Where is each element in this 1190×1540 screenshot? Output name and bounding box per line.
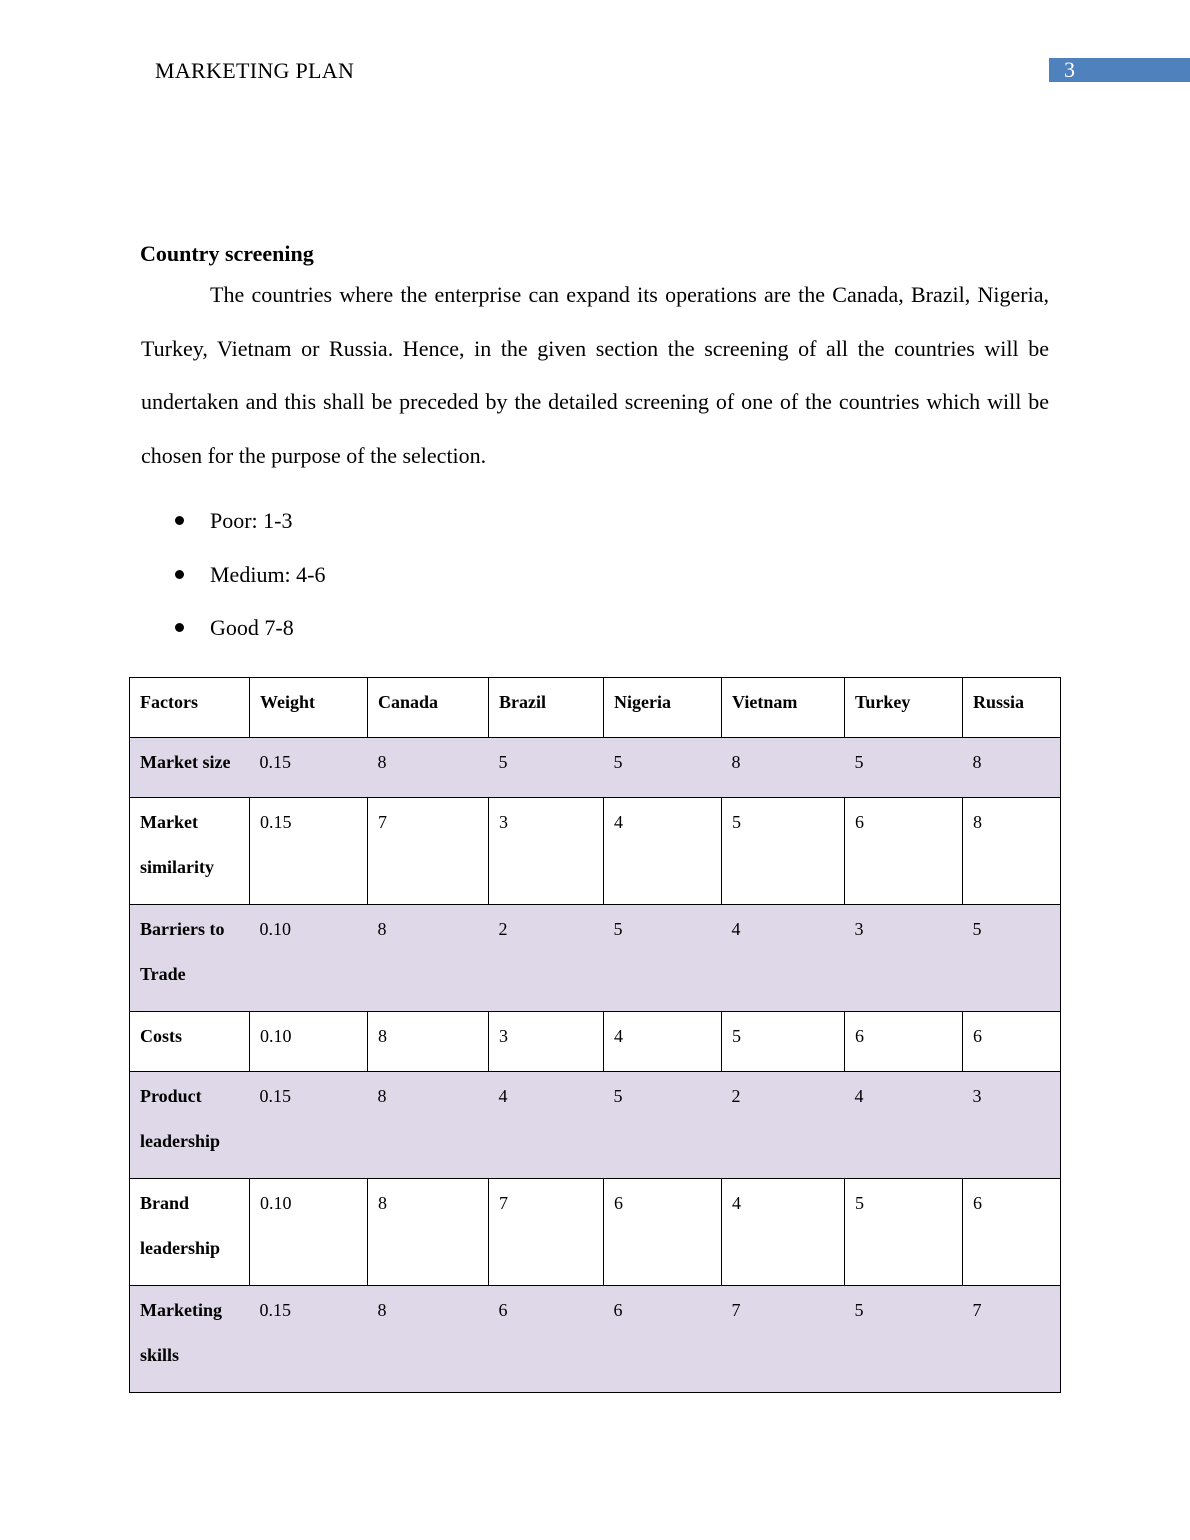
bullet-icon: [175, 516, 184, 525]
table-cell: 5: [845, 1179, 963, 1286]
table-row: [130, 905, 1061, 1012]
table-cell: 0.10: [250, 1179, 368, 1286]
table-row: [130, 738, 1061, 798]
list-item-text: Good 7-8: [210, 615, 294, 640]
table-cell: 3: [489, 798, 604, 905]
table-cell: 8: [368, 1012, 489, 1072]
table-cell: 5: [604, 1072, 722, 1179]
table-row: [130, 798, 1061, 905]
list-item-text: Medium: 4-6: [210, 561, 326, 587]
table-cell: 3: [489, 1012, 604, 1072]
factor-cell: Marketing skills: [130, 1286, 250, 1393]
table-cell: 8: [368, 1179, 489, 1286]
table-row: [130, 1072, 1061, 1179]
table-cell: 8: [368, 738, 489, 798]
table-cell: 8: [368, 1286, 489, 1393]
country-screening-table: [129, 677, 1061, 1393]
table-cell: 8: [722, 738, 845, 798]
factor-cell: Product leadership: [130, 1072, 250, 1179]
table-cell: 5: [845, 1286, 963, 1393]
table-cell: 0.10: [250, 1012, 368, 1072]
column-header: Brazil: [489, 678, 604, 738]
table-cell: 6: [604, 1286, 722, 1393]
table-cell: 7: [368, 798, 489, 905]
bullet-icon: [175, 570, 184, 579]
table-cell: 6: [963, 1179, 1061, 1286]
factor-cell: Costs: [130, 1012, 250, 1072]
factor-cell: Barriers to Trade: [130, 905, 250, 1012]
factor-cell: Market size: [130, 738, 250, 798]
table-cell: 4: [722, 1179, 845, 1286]
table-cell: 4: [489, 1072, 604, 1179]
table-cell: 6: [489, 1286, 604, 1393]
table-cell: 7: [963, 1286, 1061, 1393]
table-cell: 0.15: [250, 738, 368, 798]
table-header-row: [130, 678, 1061, 738]
bullet-icon: [175, 623, 184, 632]
table-cell: 0.15: [250, 798, 368, 905]
table-cell: 0.15: [250, 1286, 368, 1393]
table-cell: 6: [845, 798, 963, 905]
body-paragraph: [141, 268, 1049, 482]
table-cell: 0.10: [250, 905, 368, 1012]
table-cell: 4: [722, 905, 845, 1012]
table-cell: 8: [963, 798, 1061, 905]
column-header: Turkey: [845, 678, 963, 738]
table-cell: 8: [368, 905, 489, 1012]
table-row: [130, 1012, 1061, 1072]
column-header: Vietnam: [722, 678, 845, 738]
table-cell: 8: [368, 1072, 489, 1179]
section-heading: Country screening: [140, 241, 314, 266]
column-header: Nigeria: [604, 678, 722, 738]
table-cell: 8: [963, 738, 1061, 798]
table-cell: 5: [604, 738, 722, 798]
table-cell: 6: [963, 1012, 1061, 1072]
table-cell: 4: [604, 1012, 722, 1072]
page-number: 3: [1049, 58, 1190, 82]
table-cell: 5: [963, 905, 1061, 1012]
table-cell: 5: [845, 738, 963, 798]
table-cell: 5: [604, 905, 722, 1012]
table-cell: 3: [963, 1072, 1061, 1179]
table-cell: 6: [845, 1012, 963, 1072]
factor-cell: Market similarity: [130, 798, 250, 905]
table-cell: 3: [845, 905, 963, 1012]
table-cell: 4: [604, 798, 722, 905]
table-cell: 7: [722, 1286, 845, 1393]
column-header: Weight: [250, 678, 368, 738]
table-cell: 0.15: [250, 1072, 368, 1179]
table-row: [130, 1286, 1061, 1393]
table-cell: 7: [489, 1179, 604, 1286]
column-header: Canada: [368, 678, 489, 738]
table-row: [130, 1179, 1061, 1286]
running-header-title: MARKETING PLAN: [155, 58, 355, 83]
table-cell: 4: [845, 1072, 963, 1179]
paragraph-text: The countries where the enterprise can expand its operations are the Canada, Brazil, Nigeria, Turkey, Vietnam or Russia. Hence, in the given section the screening of all the countries will be undertaken and this shall be preceded by the detailed screening of one of the countries which will be chosen for the purpose of the selection.: [141, 282, 1049, 468]
table-cell: 2: [489, 905, 604, 1012]
table-cell: 6: [604, 1179, 722, 1286]
column-header: Factors: [130, 678, 250, 738]
factor-cell: Brand leadership: [130, 1179, 250, 1286]
table-cell: 5: [722, 798, 845, 905]
column-header: Russia: [963, 678, 1061, 738]
table-cell: 5: [722, 1012, 845, 1072]
table-cell: 2: [722, 1072, 845, 1179]
table-cell: 5: [489, 738, 604, 798]
list-item-text: Poor: 1-3: [210, 508, 293, 533]
